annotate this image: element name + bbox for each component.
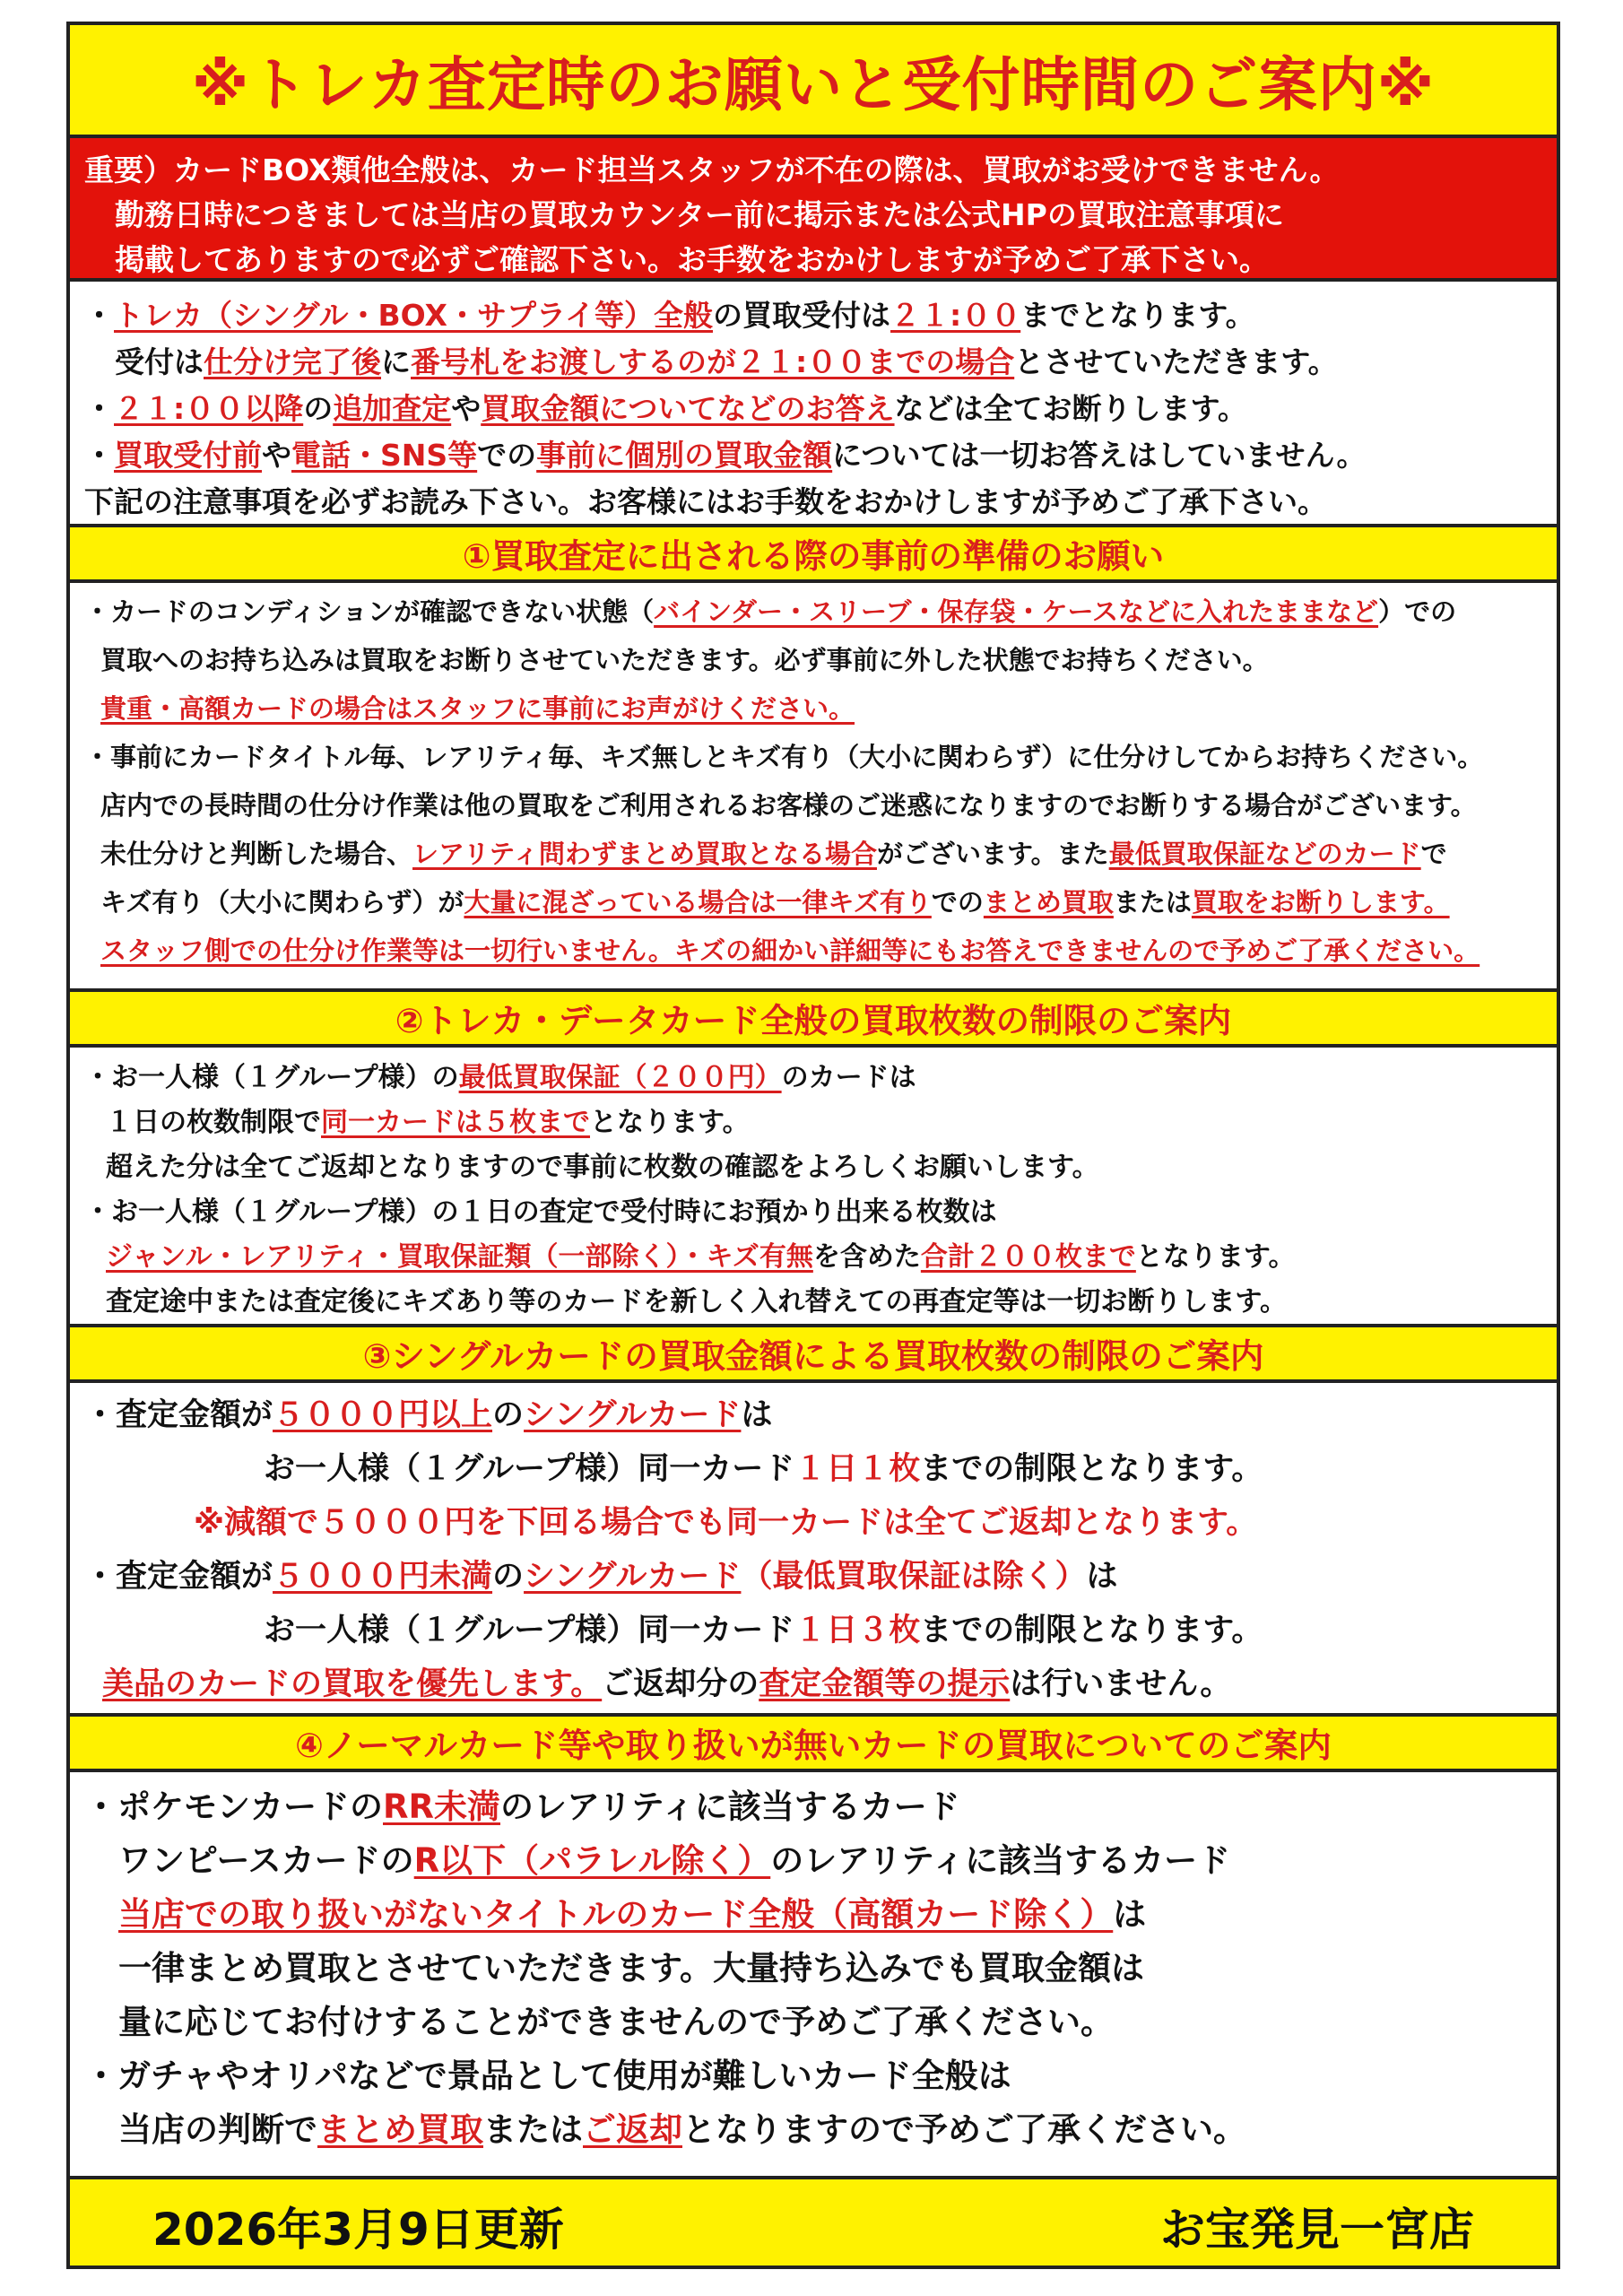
section4-body [70,1772,1557,2165]
section4-line-2: ワンピースカードのR以下（パラレル除く）のレアリティに該当するカード [118,1841,1231,1880]
section1-line-2: 買取へのお持ち込みは買取をお断りさせていただきます。必ず事前に外した状態でお持ちください。 [100,645,1269,675]
section2-line-2: １日の枚数制限で同一カードは５枚までとなります。 [106,1107,750,1138]
page-title: ※トレカ査定時のお願いと受付時間のご案内※ [70,25,1557,138]
section2-line-4: ・お一人様（１グループ様）の１日の査定で受付時にお預かり出来る枚数は [84,1196,997,1228]
section2-line-6: 査定途中または査定後にキズあり等のカードを新しく入れ替えての再査定等は一切お断りします。 [106,1286,1287,1318]
shop-name: お宝発見一宮店 [1160,2204,1474,2256]
section2-line-1: ・お一人様（１グループ様）の最低買取保証（２００円）のカードは [84,1062,916,1093]
section1-line-5: 店内での長時間の仕分け作業は他の買取をご利用されるお客様のご迷惑になりますのでお断りする場合がございます。 [100,790,1477,821]
notice-sheet [66,22,1560,2269]
section1-heading: ①買取査定に出される際の事前の準備のお願い [70,524,1557,583]
section1-line-6: 未仕分けと判断した場合、レアリティ問わずまとめ買取となる場合がございます。また最低買取保証などのカードで [100,839,1447,869]
updated-date: 2026年3月9日更新 [152,2204,564,2256]
section3-heading: ③シングルカードの買取金額による買取枚数の制限のご案内 [70,1324,1557,1383]
important-line-1: 重要）カードBOX類他全般は、カード担当スタッフが不在の際は、買取がお受けできません。 [84,152,1340,187]
section1-line-3: 貴重・高額カードの場合はスタッフに事前にお声がけください。 [100,693,855,724]
section3-line-1: ・査定金額が５０００円以上のシングルカードは [84,1397,773,1433]
section4-line-3: 当店での取り扱いがないタイトルのカード全般（高額カード除く）は [118,1895,1147,1934]
section1-body [70,583,1557,988]
important-notice [70,138,1557,282]
section3-line-3: ※減額で５０００円を下回る場合でも同一カードは全てご返却となります。 [194,1505,1258,1541]
section4-line-6: ・ガチャやオリパなどで景品として使用が難しいカード全般は [84,2057,1011,2095]
section4-heading: ④ノーマルカード等や取り扱いが無いカードの買取についてのご案内 [70,1713,1557,1772]
important-line-2: 勤務日時につきましては当店の買取カウンター前に掲示または公式HPの買取注意事項に [115,197,1284,232]
section2-line-5: ジャンル・レアリティ・買取保証類（一部除く）・キズ有無を含めた合計２００枚までとなります。 [106,1241,1296,1273]
section1-line-1: ・カードのコンディションが確認できない状態（バインダー・スリーブ・保存袋・ケースなどに入れたままなど）での [84,596,1457,627]
section3-body [70,1383,1557,1713]
section4-line-7: 当店の判断でまとめ買取またはご返却となりますので予めご了承ください。 [118,2110,1246,2149]
section3-line-4: ・査定金額が５０００円未満のシングルカード（最低買取保証は除く）は [84,1559,1118,1595]
section3-line-2: お一人様（１グループ様）同一カード１日１枚までの制限となります。 [264,1451,1263,1487]
intro-line-4: ・買取受付前や電話・SNS等での事前に個別の買取金額については一切お答えはしていません。 [84,438,1367,473]
section2-heading: ②トレカ・データカード全般の買取枚数の制限のご案内 [70,988,1557,1048]
section1-line-8: スタッフ側での仕分け作業等は一切行いません。キズの細かい詳細等にもお答えできませんので予めご了承ください。 [100,935,1480,966]
intro-line-1: ・トレカ（シングル・BOX・サプライ等）全般の買取受付は２１:００までとなります。 [84,298,1255,333]
intro-line-3: ・２１:００以降の追加査定や買取金額についてなどのお答えなどは全てお断りします。 [84,391,1247,426]
intro-line-2: 受付は仕分け完了後に番号札をお渡しするのが２１:００までの場合とさせていただきます。 [115,344,1338,379]
footer [70,2176,1557,2266]
section3-line-6: 美品のカードの買取を優先します。ご返却分の査定金額等の提示は行いません。 [102,1666,1232,1702]
section1-line-4: ・事前にカードタイトル毎、レアリティ毎、キズ無しとキズ有り（大小に関わらず）に仕分けしてからお持ちください。 [84,742,1484,772]
section4-line-5: 量に応じてお付けすることができませんので予めご了承ください。 [118,2003,1114,2041]
intro-line-5: 下記の注意事項を必ずお読み下さい。お客様にはお手数をおかけしますが予めご了承下さい。 [84,484,1327,519]
section2-body [70,1048,1557,1324]
section2-line-3: 超えた分は全てご返却となりますので事前に枚数の確認をよろしくお願いします。 [106,1152,1099,1183]
section3-line-5: お一人様（１グループ様）同一カード１日３枚までの制限となります。 [264,1613,1263,1648]
section1-line-7: キズ有り（大小に関わらず）が大量に混ざっている場合は一律キズ有りでのまとめ買取または買取をお断りします。 [100,887,1450,918]
section4-line-1: ・ポケモンカードのRR未満のレアリティに該当するカード [84,1787,960,1826]
section4-line-4: 一律まとめ買取とさせていただきます。大量持ち込みでも買取金額は [118,1949,1145,1987]
important-line-3: 掲載してありますので必ずご確認下さい。お手数をおかけしますが予めご了承下さい。 [115,242,1269,277]
intro-notes [70,282,1557,524]
